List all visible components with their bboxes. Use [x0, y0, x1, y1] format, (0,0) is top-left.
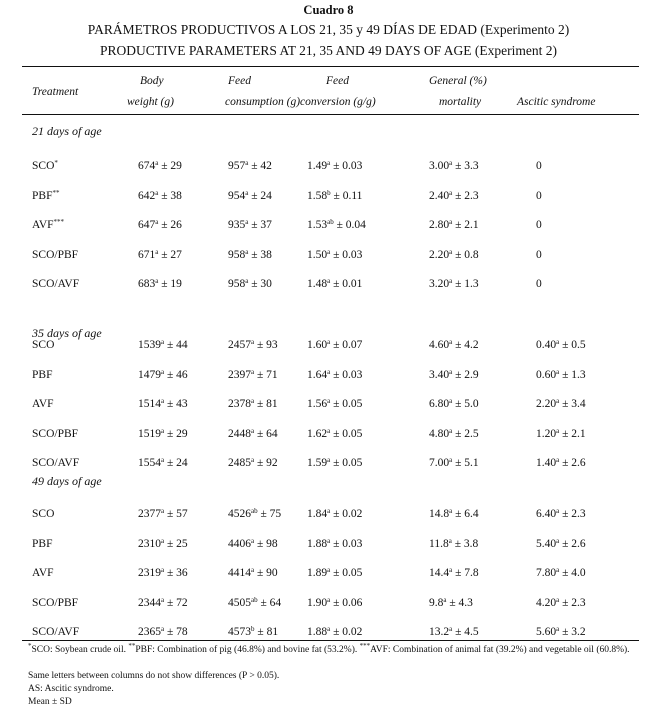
ascitic-syndrome-cell: 1.20$^a$ ± 2.1: [536, 427, 586, 440]
top-rule: [22, 66, 639, 67]
footnote-as: AS: Ascitic syndrome.: [28, 684, 114, 694]
body-weight-cell: $2344^a \pm 72$: [138, 596, 188, 609]
feed-consumption-cell: $958^a \pm 38$: [228, 248, 272, 261]
footnote-letters: Same letters between columns do not show differences (P > 0.05).: [28, 671, 280, 681]
body-weight-cell: $2377^a \pm 57$: [138, 507, 188, 520]
table-title-english: PRODUCTIVE PARAMETERS AT 21, 35 AND 49 DAYS OF AGE (Experiment 2): [99, 43, 558, 58]
feed-conversion-cell: 1.58$^b$ ± 0.11: [307, 189, 363, 202]
ascitic-syndrome-cell: 2.20$^a$ ± 3.4: [536, 397, 586, 410]
ascitic-syndrome-cell: 0: [536, 249, 542, 261]
ascitic-syndrome-cell: 7.80$^a$ ± 4.0: [536, 566, 586, 579]
treatment-cell: SCO: [32, 508, 55, 520]
header-treatment: Treatment: [32, 86, 79, 98]
ascitic-syndrome-cell: 0.40$^a$ ± 0.5: [536, 338, 586, 351]
body-weight-cell: $1479^a \pm 46$: [138, 368, 188, 381]
ascitic-syndrome-cell: 0.60$^a$ ± 1.3: [536, 368, 586, 381]
footnote-mark-1: *: [28, 642, 32, 650]
feed-conversion-cell: 1.48$^a$ ± 0.01: [307, 277, 363, 290]
table-title-spanish: PARÁMETROS PRODUCTIVOS A LOS 21, 35 y 49 DÍAS DE EDAD (Experimento 2): [87, 22, 570, 37]
section-label: 35 days of age: [32, 326, 102, 340]
footnote-definitions: [28, 644, 638, 656]
body-weight-cell: $2310^a \pm 25$: [138, 537, 188, 550]
feed-consumption-cell: $2397^a \pm 71$: [228, 368, 278, 381]
feed-conversion-cell: 1.90$^a$ ± 0.06: [307, 596, 363, 609]
feed-consumption-cell: $4505^{ab} \pm 64$: [228, 596, 282, 609]
feed-conversion-cell: 1.62$^a$ ± 0.05: [307, 427, 363, 440]
mortality-cell: 14.8$^a$ ± 6.4: [429, 507, 479, 520]
header-rule: [22, 114, 639, 115]
treatment-cell: PBF**: [32, 189, 60, 202]
mortality-cell: 4.80$^a$ ± 2.5: [429, 427, 479, 440]
footnote-sco: SCO: Soybean crude oil.: [31, 645, 129, 655]
feed-conversion-cell: 1.53$^{ab}$ ± 0.04: [307, 218, 366, 231]
header-mortality-line2: mortality: [439, 96, 482, 108]
treatment-cell: SCO/PBF: [32, 249, 79, 261]
bottom-rule: [22, 640, 639, 641]
section-label: 49 days of age: [32, 474, 102, 488]
feed-conversion-cell: 1.84$^a$ ± 0.02: [307, 507, 363, 520]
treatment-cell: SCO/PBF: [32, 597, 79, 609]
body-weight-cell: $1539^a \pm 44$: [138, 338, 188, 351]
ascitic-syndrome-cell: 0: [536, 278, 542, 290]
feed-conversion-cell: 1.60$^a$ ± 0.07: [307, 338, 363, 351]
treatment-cell: SCO/AVF: [32, 457, 80, 469]
mortality-cell: 3.40$^a$ ± 2.9: [429, 368, 479, 381]
feed-consumption-cell: $2485^a \pm 92$: [228, 456, 278, 469]
treatment-cell: PBF: [32, 369, 53, 381]
body-weight-cell: $647^a \pm 26$: [138, 218, 182, 231]
header-mortality: [429, 71, 487, 113]
header-feed-conversion-line2: conversion (g/g): [300, 96, 376, 108]
mortality-cell: 6.80$^a$ ± 5.0: [429, 397, 479, 410]
section-label: 21 days of age: [32, 124, 102, 138]
ascitic-syndrome-cell: 5.40$^a$ ± 2.6: [536, 537, 586, 550]
feed-conversion-cell: 1.88$^a$ ± 0.03: [307, 537, 363, 550]
treatment-cell: AVF: [32, 398, 54, 410]
feed-conversion-cell: 1.50$^a$ ± 0.03: [307, 248, 363, 261]
header-feed-consumption: [225, 71, 301, 113]
treatment-cell: SCO*: [32, 159, 58, 172]
body-weight-cell: $2365^a \pm 78$: [138, 625, 188, 638]
ascitic-syndrome-cell: 6.40$^a$ ± 2.3: [536, 507, 586, 520]
mortality-cell: 2.40$^a$ ± 2.3: [429, 189, 479, 202]
header-feed-conversion-line1: Feed: [326, 75, 349, 87]
mortality-cell: 3.00$^a$ ± 3.3: [429, 159, 479, 172]
header-ascitic-syndrome: Ascitic syndrome: [517, 96, 596, 108]
ascitic-syndrome-cell: 5.60$^a$ ± 3.2: [536, 625, 586, 638]
mortality-cell: 3.20$^a$ ± 1.3: [429, 277, 479, 290]
feed-consumption-cell: $2457^a \pm 93$: [228, 338, 278, 351]
ascitic-syndrome-cell: 0: [536, 160, 542, 172]
body-weight-cell: $1554^a \pm 24$: [138, 456, 188, 469]
feed-consumption-cell: $4414^a \pm 90$: [228, 566, 278, 579]
mortality-cell: 4.60$^a$ ± 4.2: [429, 338, 479, 351]
body-weight-cell: $2319^a \pm 36$: [138, 566, 188, 579]
header-body-weight: [127, 71, 174, 113]
header-body-weight-line1: Body: [140, 75, 164, 87]
feed-conversion-cell: 1.64$^a$ ± 0.03: [307, 368, 363, 381]
ascitic-syndrome-cell: 1.40$^a$ ± 2.6: [536, 456, 586, 469]
header-mortality-line1: General (%): [429, 75, 487, 87]
header-feed-consumption-line1: Feed: [228, 75, 251, 87]
footnote-pbf: PBF: Combination of pig (46.8%) and bovine fat (53.2%).: [135, 645, 360, 655]
feed-consumption-cell: $4526^{ab} \pm 75$: [228, 507, 282, 520]
feed-conversion-cell: 1.49$^a$ ± 0.03: [307, 159, 363, 172]
footnote-mark-3: ***: [359, 642, 371, 650]
mortality-cell: 11.8$^a$ ± 3.8: [429, 537, 479, 550]
ascitic-syndrome-cell: 0: [536, 190, 542, 202]
treatment-cell: SCO: [32, 339, 55, 351]
feed-consumption-cell: $935^a \pm 37$: [228, 218, 272, 231]
mortality-cell: 14.4$^a$ ± 7.8: [429, 566, 479, 579]
header-feed-consumption-line2: consumption (g): [225, 96, 301, 108]
header-feed-conversion: [300, 71, 376, 113]
treatment-cell: SCO/AVF: [32, 278, 80, 290]
body-weight-cell: $683^a \pm 19$: [138, 277, 182, 290]
mortality-cell: 2.80$^a$ ± 2.1: [429, 218, 479, 231]
treatment-cell: SCO/PBF: [32, 428, 79, 440]
feed-consumption-cell: $958^a \pm 30$: [228, 277, 272, 290]
ascitic-syndrome-cell: 0: [536, 219, 542, 231]
table-label: Cuadro 8: [303, 3, 354, 17]
feed-consumption-cell: $2448^a \pm 64$: [228, 427, 278, 440]
body-weight-cell: $674^a \pm 29$: [138, 159, 182, 172]
footnote-avf: AVF: Combination of animal fat (39.2%) and vegetable oil (60.8%).: [370, 645, 630, 655]
feed-consumption-cell: $4406^a \pm 98$: [228, 537, 278, 550]
body-weight-cell: $642^a \pm 38$: [138, 189, 182, 202]
feed-conversion-cell: 1.89$^a$ ± 0.05: [307, 566, 363, 579]
feed-consumption-cell: $954^a \pm 24$: [228, 189, 272, 202]
treatment-cell: AVF***: [32, 218, 65, 231]
feed-conversion-cell: 1.56$^a$ ± 0.05: [307, 397, 363, 410]
mortality-cell: 7.00$^a$ ± 5.1: [429, 456, 479, 469]
treatment-cell: SCO/AVF: [32, 626, 80, 638]
feed-consumption-cell: $4573^b \pm 81$: [228, 625, 279, 638]
body-weight-cell: $1519^a \pm 29$: [138, 427, 188, 440]
feed-consumption-cell: $957^a \pm 42$: [228, 159, 272, 172]
footnote-mean-sd: Mean ± SD: [28, 697, 72, 707]
ascitic-syndrome-cell: 4.20$^a$ ± 2.3: [536, 596, 586, 609]
mortality-cell: 2.20$^a$ ± 0.8: [429, 248, 479, 261]
footnote-mark-2: **: [128, 642, 136, 650]
header-body-weight-line2: weight (g): [127, 96, 174, 108]
feed-conversion-cell: 1.88$^a$ ± 0.02: [307, 625, 363, 638]
body-weight-cell: $1514^a \pm 43$: [138, 397, 188, 410]
feed-conversion-cell: 1.59$^a$ ± 0.05: [307, 456, 363, 469]
body-weight-cell: $671^a \pm 27$: [138, 248, 182, 261]
mortality-cell: 13.2$^a$ ± 4.5: [429, 625, 479, 638]
mortality-cell: 9.8$^a$ ± 4.3: [429, 596, 473, 609]
feed-consumption-cell: $2378^a \pm 81$: [228, 397, 278, 410]
treatment-cell: AVF: [32, 567, 54, 579]
treatment-cell: PBF: [32, 538, 53, 550]
